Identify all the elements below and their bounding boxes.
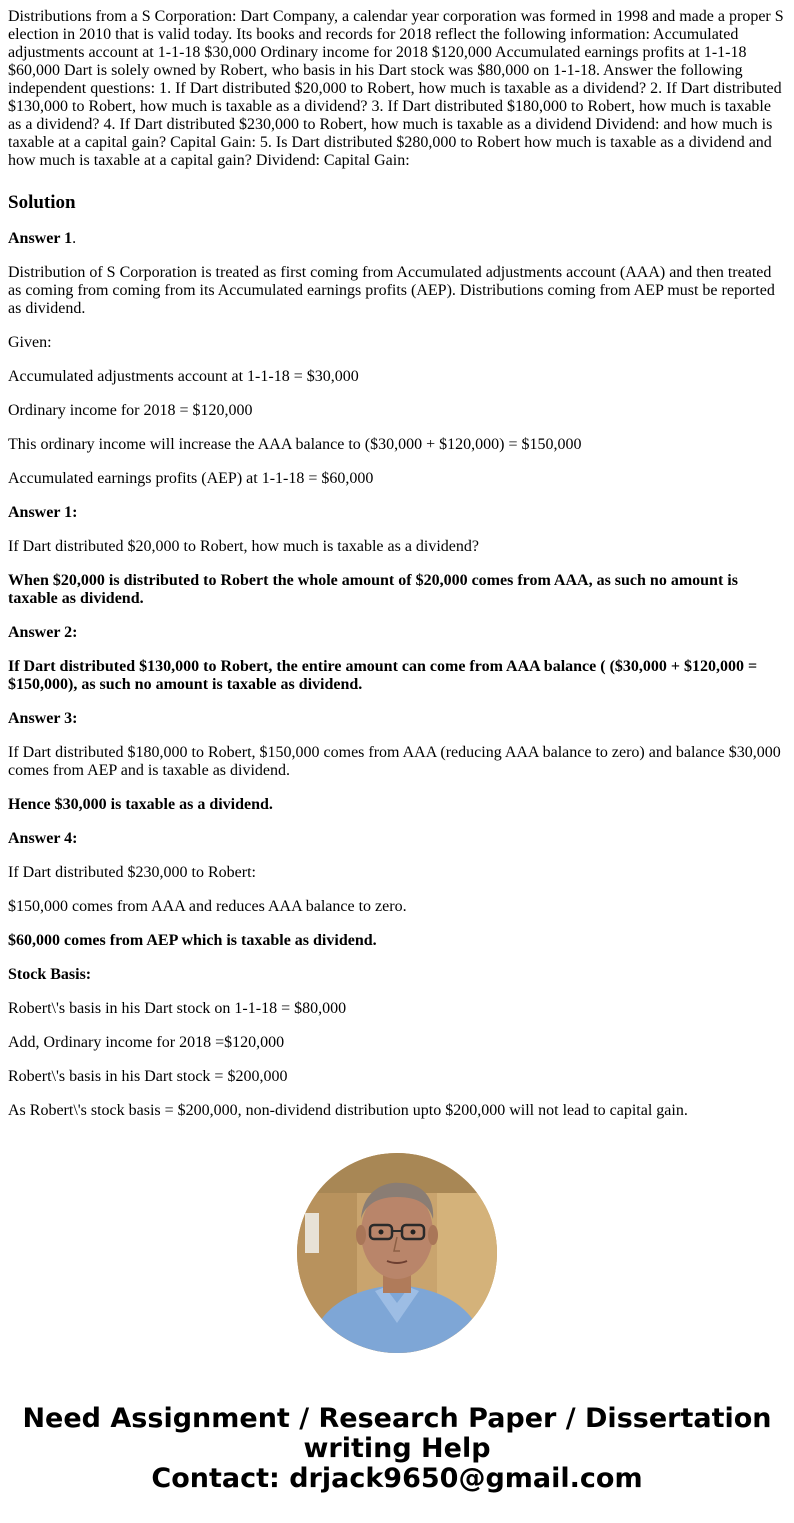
footer-line-2: writing Help: [303, 1433, 491, 1464]
given-increase: This ordinary income will increase the AAA balance to ($30,000 + $120,000) = $150,000: [8, 436, 582, 453]
tutor-avatar: [297, 1153, 497, 1353]
answer4-text: If Dart distributed $230,000 to Robert:: [8, 864, 256, 881]
answer1-heading-suffix: .: [72, 230, 77, 247]
stock-basis-label: Stock Basis:: [8, 966, 92, 983]
answer3-label: Answer 3:: [8, 710, 78, 727]
answer4-aaa: $150,000 comes from AAA and reduces AAA balance to zero.: [8, 898, 407, 915]
answer1-heading: Answer 1: [8, 230, 73, 247]
footer-line-1: Need Assignment / Research Paper / Dissertation: [22, 1403, 772, 1434]
intro-paragraph: Distribution of S Corporation is treated as first coming from Accumulated adjustments account (AAA) and then treated as coming from coming from its Accumulated earnings profits (AEP). Distributions coming from AEP must be reported as dividend.: [8, 264, 775, 317]
answer1-heading-paragraph: [8, 230, 786, 248]
answer4-result: $60,000 comes from AEP which is taxable as dividend.: [8, 932, 377, 949]
answer2-label: Answer 2:: [8, 624, 78, 641]
question-text: Distributions from a S Corporation: Dart Company, a calendar year corporation was formed in 1998 and made a proper S election in 2010 that is valid today. Its books and records for 2018 reflect the following information: Accumulated adjustments account at 1-1-18 $30,000 Ordinary income for 2018 $120,000 Accumulated earnings profits at 1-1-18 $60,000 Dart is solely owned by Robert, who basis in his Dart stock was $80,000 on 1-1-18. Answer the following independent questions: 1. If Dart distributed $20,000 to Robert, how much is taxable as a dividend? 2. If Dart distributed $130,000 to Robert, how much is taxable as a dividend? 3. If Dart distributed $180,000 to Robert, how much is taxable as a dividend? 4. If Dart distributed $230,000 to Robert, how much is taxable as a dividend Dividend: and how much is taxable at a capital gain? Capital Gain: 5. Is Dart distributed $280,000 to Robert how much is taxable as a dividend and how much is taxable at a capital gain? Dividend: Capital Gain:: [8, 8, 784, 169]
answer1-result: When $20,000 is distributed to Robert the whole amount of $20,000 comes from AAA, as such no amount is taxable as dividend.: [8, 572, 738, 607]
portrait-illustration: [297, 1153, 497, 1353]
footer-contact: Contact: drjack9650@gmail.com: [151, 1463, 643, 1494]
answer1-question: If Dart distributed $20,000 to Robert, how much is taxable as a dividend?: [8, 538, 480, 555]
given-income: Ordinary income for 2018 = $120,000: [8, 402, 253, 419]
stock-basis-add: Add, Ordinary income for 2018 =$120,000: [8, 1034, 285, 1051]
given-label: Given:: [8, 334, 52, 351]
answer3-result: Hence $30,000 is taxable as a dividend.: [8, 796, 273, 813]
stock-basis-note: As Robert\'s stock basis = $200,000, non-dividend distribution upto $200,000 will not lead to capital gain.: [8, 1102, 688, 1119]
stock-basis-start: Robert\'s basis in his Dart stock on 1-1-18 = $80,000: [8, 1000, 347, 1017]
solution-heading: Solution: [8, 192, 76, 213]
promo-footer: [0, 1404, 794, 1494]
stock-basis-total: Robert\'s basis in his Dart stock = $200,000: [8, 1068, 288, 1085]
answer1-label: Answer 1:: [8, 504, 78, 521]
avatar-photo: [297, 1153, 497, 1353]
given-aep: Accumulated earnings profits (AEP) at 1-1-18 = $60,000: [8, 470, 374, 487]
answer2-result: If Dart distributed $130,000 to Robert, the entire amount can come from AAA balance ( ($30,000 + $120,000 = $150,000), as such no amount is taxable as dividend.: [8, 658, 758, 693]
given-aaa: Accumulated adjustments account at 1-1-18 = $30,000: [8, 368, 359, 385]
answer3-text: If Dart distributed $180,000 to Robert, $150,000 comes from AAA (reducing AAA balance to zero) and balance $30,000 comes from AEP and is taxable as dividend.: [8, 744, 781, 779]
answer4-label: Answer 4:: [8, 830, 78, 847]
